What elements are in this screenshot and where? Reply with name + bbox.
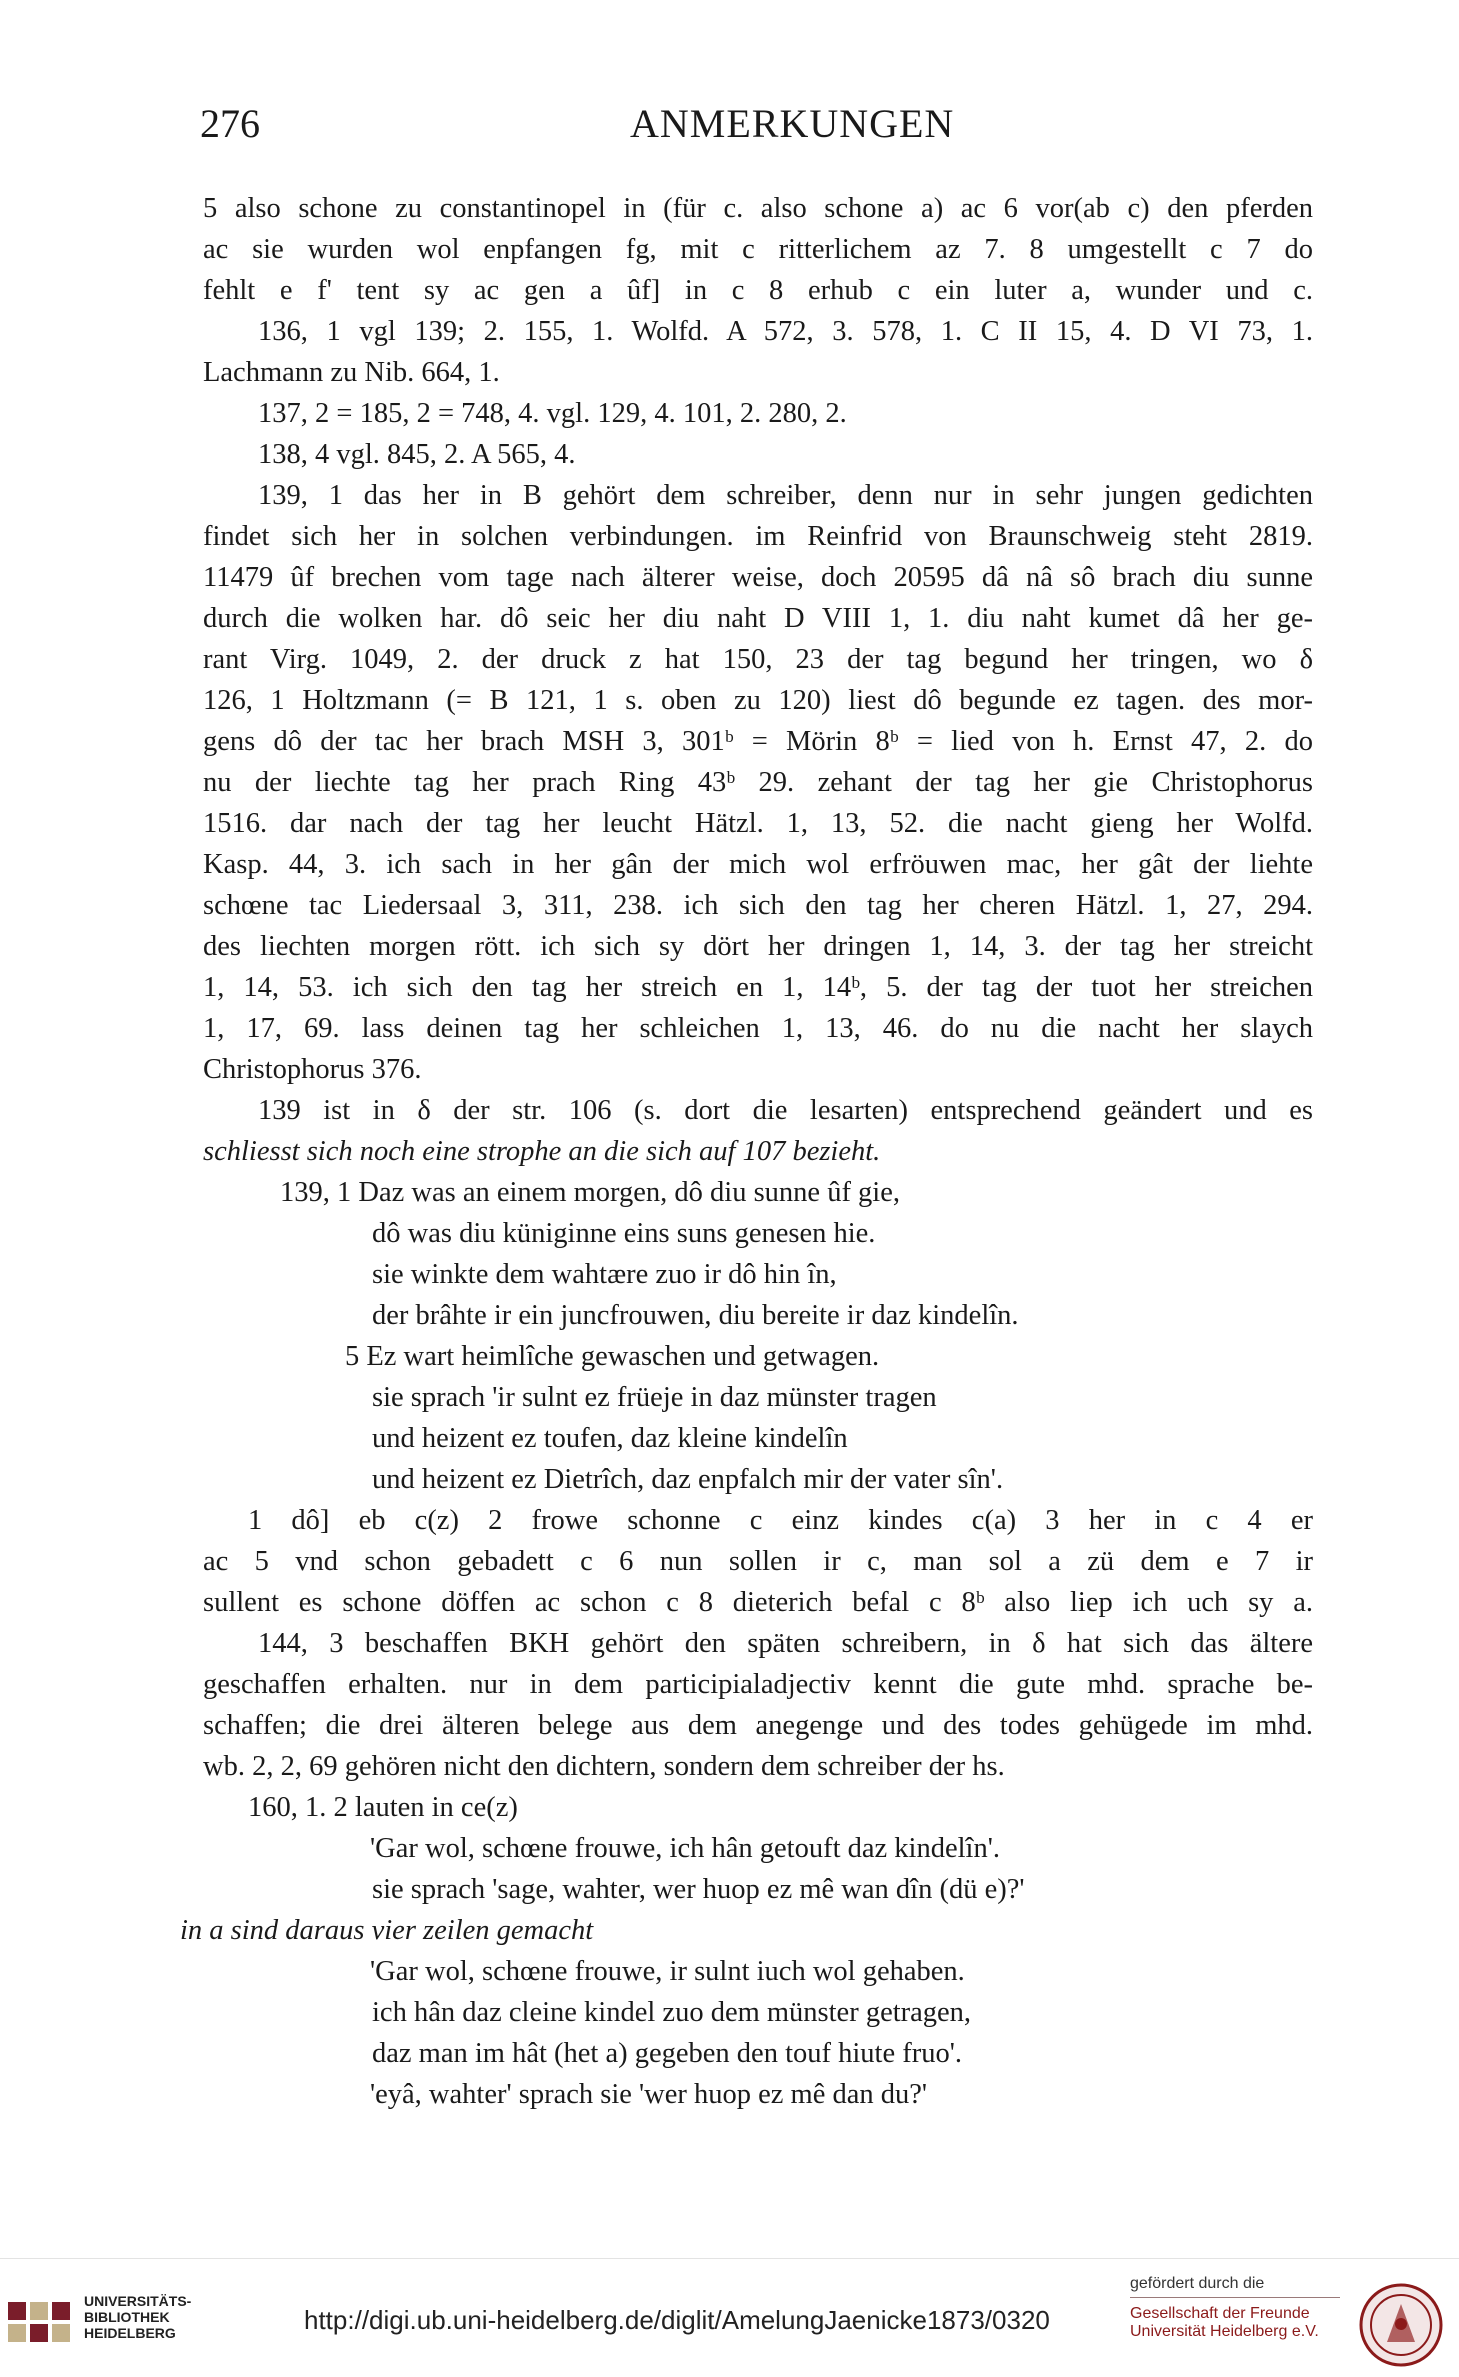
page-number: 276	[200, 101, 260, 146]
text-line: 1516. dar nach der tag her leucht Hätzl. 1, 13, 52. die nacht gieng her Wolfd.	[203, 808, 1313, 839]
text-line: 5 also schone zu constantinopel in (für c. also schone a) ac 6 vor(ab c) den pferden	[203, 193, 1313, 224]
text-line: 139 ist in δ der str. 106 (s. dort die lesarten) entsprechend geändert und es	[258, 1095, 1313, 1126]
text-line: durch die wolken har. dô seic her diu naht D VIII 1, 1. diu naht kumet dâ her ge-	[203, 603, 1313, 634]
verse-line: 5 Ez wart heimlîche gewaschen und getwagen.	[345, 1341, 880, 1372]
text-line: 137, 2 = 185, 2 = 748, 4. vgl. 129, 4. 101, 2. 280, 2.	[258, 398, 847, 429]
verse-line: sie sprach 'ir sulnt ez früeje in daz münster tragen	[372, 1382, 937, 1413]
text-line: 138, 4 vgl. 845, 2. A 565, 4.	[258, 439, 576, 470]
library-name: UNIVERSITÄTS- BIBLIOTHEK HEIDELBERG	[84, 2293, 192, 2341]
verse-line: ich hân daz cleine kindel zuo dem münster getragen,	[372, 1997, 972, 2028]
text-line: 126, 1 Holtzmann (= B 121, 1 s. oben zu 120) liest dô begunde ez tagen. des mor-	[203, 685, 1313, 716]
text-line: Lachmann zu Nib. 664, 1.	[203, 357, 500, 388]
verse-line: dô was diu küniginne eins suns genesen hie.	[372, 1218, 876, 1249]
verse-line: sie sprach 'sage, wahter, wer huop ez mê wan dîn (dü e)?'	[372, 1874, 1025, 1905]
university-seal-icon	[1347, 2280, 1455, 2370]
verse-line: 'Gar wol, schœne frouwe, ich hân getouft daz kindelîn'.	[370, 1833, 1000, 1864]
text-line: 1 dô] eb c(z) 2 frowe schonne c einz kindes c(a) 3 her in c 4 er	[248, 1505, 1313, 1536]
library-logo-icon	[0, 2290, 82, 2354]
text-line: schaffen; die drei älteren belege aus dem anegenge und des todes gehügede im mhd.	[203, 1710, 1313, 1741]
permalink-url[interactable]: http://digi.ub.uni-heidelberg.de/diglit/AmelungJaenicke1873/0320	[304, 2305, 1050, 2335]
text-line: schliesst sich noch eine strophe an die sich auf 107 bezieht.	[203, 1136, 881, 1167]
verse-line: daz man im hât (het a) gegeben den touf hiute fruo'.	[372, 2038, 962, 2069]
text-line: wb. 2, 2, 69 gehören nicht den dichtern, sondern dem schreiber der hs.	[203, 1751, 1005, 1782]
text-line: nu der liechte tag her prach Ring 43ᵇ 29. zehant der tag her gie Christophorus	[203, 767, 1313, 798]
verse-line: sie winkte dem wahtære zuo ir dô hin în,	[372, 1259, 837, 1290]
text-line: Christophorus 376.	[203, 1054, 422, 1085]
text-line: ac sie wurden wol enpfangen fg, mit c ritterlichem az 7. 8 umgestellt c 7 do	[203, 234, 1313, 265]
verse-line: 139, 1 Daz was an einem morgen, dô diu sunne ûf gie,	[280, 1177, 901, 1208]
verse-line: und heizent ez Dietrîch, daz enpfalch mir der vater sîn'.	[372, 1464, 1004, 1495]
text-line: 136, 1 vgl 139; 2. 155, 1. Wolfd. A 572, 3. 578, 1. C II 15, 4. D VI 73, 1.	[258, 316, 1313, 347]
divider	[1130, 2297, 1340, 2298]
text-line: rant Virg. 1049, 2. der druck z hat 150, 23 der tag begund her tringen, wo δ	[203, 644, 1313, 675]
text-line: 144, 3 beschaffen BKH gehört den späten schreibern, in δ hat sich das ältere	[258, 1628, 1313, 1659]
verse-line: 'eyâ, wahter' sprach sie 'wer huop ez mê dan du?'	[370, 2079, 928, 2110]
text-line: sullent es schone döffen ac schon c 8 dieterich befal c 8ᵇ also liep ich uch sy a.	[203, 1587, 1313, 1618]
text-line: 160, 1. 2 lauten in ce(z)	[248, 1792, 518, 1823]
verse-line: 'Gar wol, schœne frouwe, ir sulnt iuch wol gehaben.	[370, 1956, 965, 1987]
verse-line: und heizent ez toufen, daz kleine kindelîn	[372, 1423, 848, 1454]
funded-by-label: gefördert durch die	[1130, 2275, 1265, 2292]
running-title: ANMERKUNGEN	[630, 101, 955, 146]
sponsor-name: Gesellschaft der Freunde Universität Heidelberg e.V.	[1130, 2305, 1319, 2340]
text-line: 1, 14, 53. ich sich den tag her streich en 1, 14ᵇ, 5. der tag der tuot her streichen	[203, 972, 1313, 1003]
text-line: findet sich her in solchen verbindungen. im Reinfrid von Braunschweig steht 2819.	[203, 521, 1313, 552]
text-line: des liechten morgen rött. ich sich sy dört her dringen 1, 14, 3. der tag her streicht	[203, 931, 1313, 962]
text-line: ac 5 vnd schon gebadett c 6 nun sollen ir c, man sol a zü dem e 7 ir	[203, 1546, 1313, 1577]
text-line: gens dô der tac her brach MSH 3, 301ᵇ = Mörin 8ᵇ = lied von h. Ernst 47, 2. do	[203, 726, 1313, 757]
text-line: schœne tac Liedersaal 3, 311, 238. ich sich den tag her cheren Hätzl. 1, 27, 294.	[203, 890, 1313, 921]
text-line: fehlt e f' tent sy ac gen a ûf] in c 8 erhub c ein luter a, wunder und c.	[203, 275, 1313, 306]
text-line: geschaffen erhalten. nur in dem participialadjectiv kennt die gute mhd. sprache be-	[203, 1669, 1313, 1700]
text-line: Kasp. 44, 3. ich sach in her gân der mich wol erfröuwen mac, her gât der liehte	[203, 849, 1313, 880]
text-line: 1, 17, 69. lass deinen tag her schleichen 1, 13, 46. do nu die nacht her slaych	[203, 1013, 1313, 1044]
text-line: 139, 1 das her in B gehört dem schreiber, denn nur in sehr jungen gedichten	[258, 480, 1313, 511]
verse-line: der brâhte ir ein juncfrouwen, diu bereite ir daz kindelîn.	[372, 1300, 1019, 1331]
text-line: 11479 ûf brechen vom tage nach älterer weise, doch 20595 dâ nâ sô brach diu sunne	[203, 562, 1313, 593]
text-line: in a sind daraus vier zeilen gemacht	[180, 1915, 594, 1946]
